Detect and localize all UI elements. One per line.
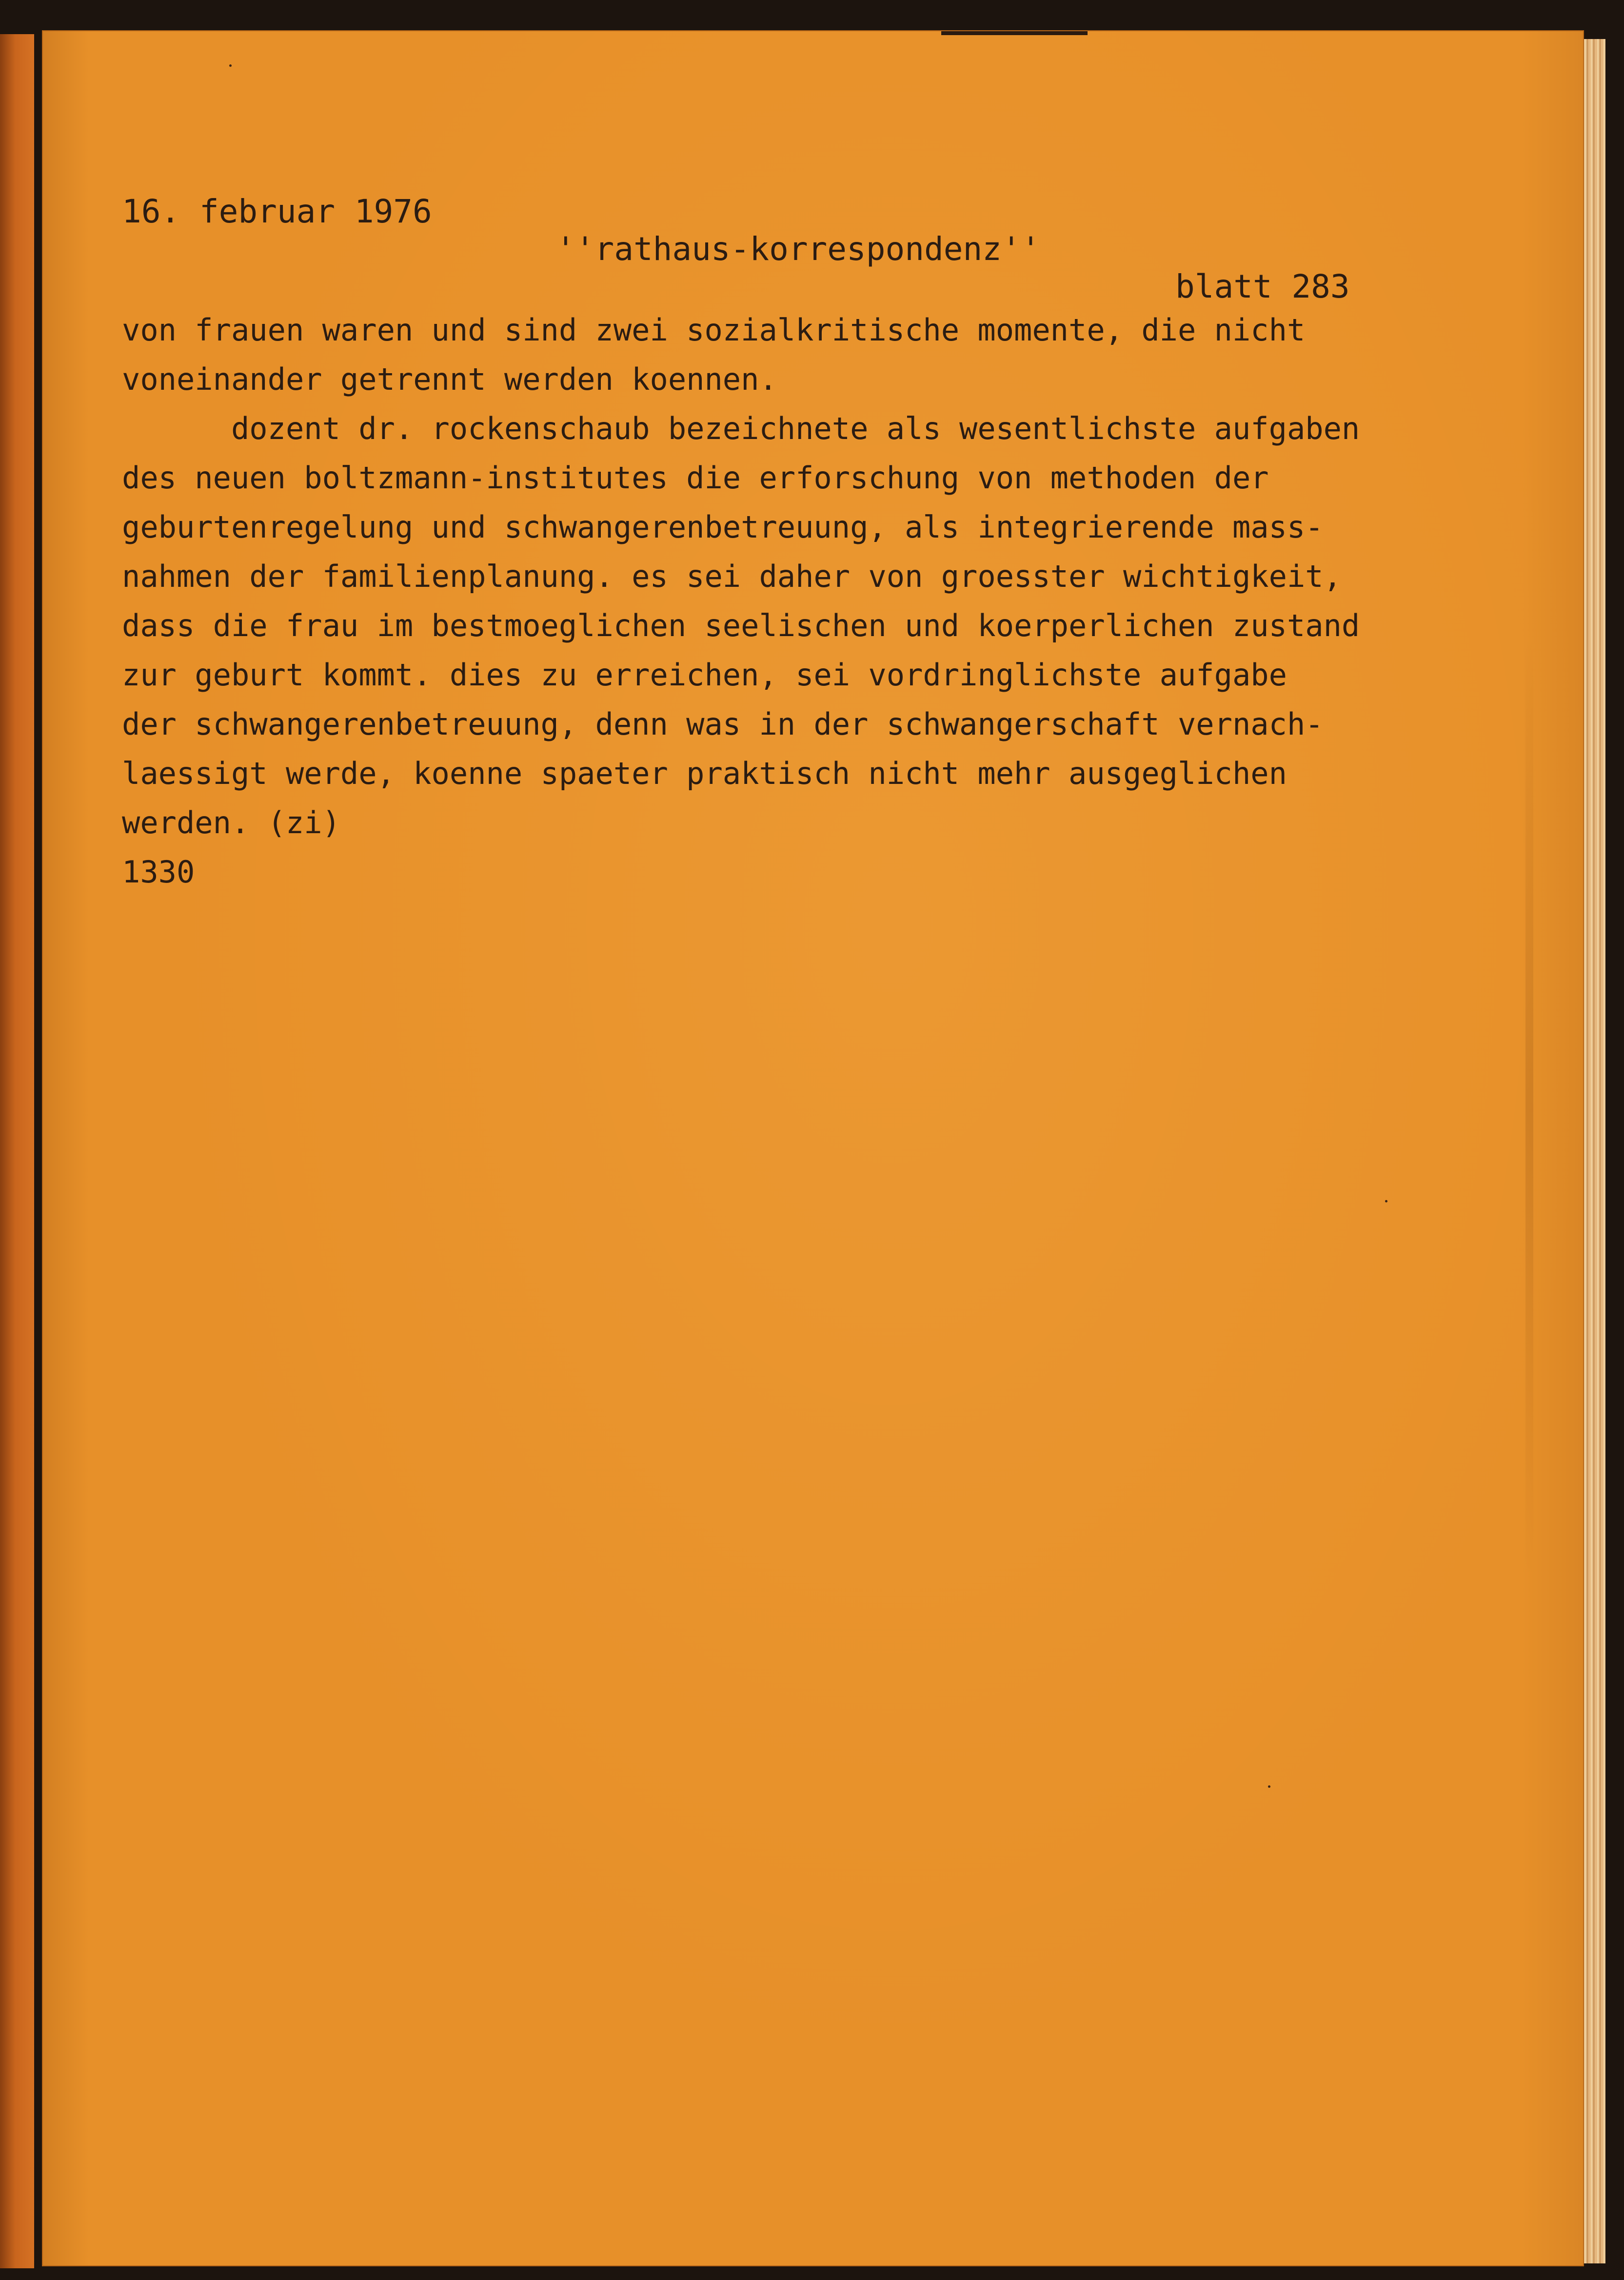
paper-speck (1385, 1200, 1387, 1202)
text-line: dozent dr. rockenschaub bezeichnete als wesentlichste aufgaben (122, 411, 1360, 446)
paper-speck (229, 64, 232, 67)
text-line: von frauen waren und sind zwei sozialkritische momente, die nicht (122, 312, 1306, 348)
text-line: zur geburt kommt. dies zu erreichen, sei vordringlichste aufgabe (122, 657, 1287, 693)
text-line: dass die frau im bestmoeglichen seelischen und koerperlichen zustand (122, 608, 1360, 643)
paper-speck (1268, 1785, 1270, 1788)
binding-shadow (941, 31, 1088, 35)
text-line: voneinander getrennt werden koennen. (122, 361, 777, 397)
header-sheet-number: blatt 283 (1175, 268, 1350, 305)
article-text (122, 305, 1517, 897)
text-line: des neuen boltzmann-institutes die erforschung von methoden der (122, 460, 1269, 496)
document-code: 1330 (122, 854, 195, 890)
text-line: laessigt werde, koenne spaeter praktisch nicht mehr ausgeglichen (122, 756, 1287, 791)
header-date: 16. februar 1976 (122, 193, 432, 230)
header-publication: ''rathaus-korrespondenz'' (556, 230, 1041, 268)
text-line: nahmen der familienplanung. es sei daher von groesster wichtigkeit, (122, 559, 1342, 594)
facing-page-edge (0, 34, 34, 2268)
text-line: werden. (zi) (122, 805, 340, 840)
bleed-through-mark (1525, 636, 1533, 1578)
text-line: der schwangerenbetreuung, denn was in der schwangerschaft vernach- (122, 706, 1324, 742)
text-line: geburtenregelung und schwangerenbetreuung, als integrierende mass- (122, 509, 1324, 545)
